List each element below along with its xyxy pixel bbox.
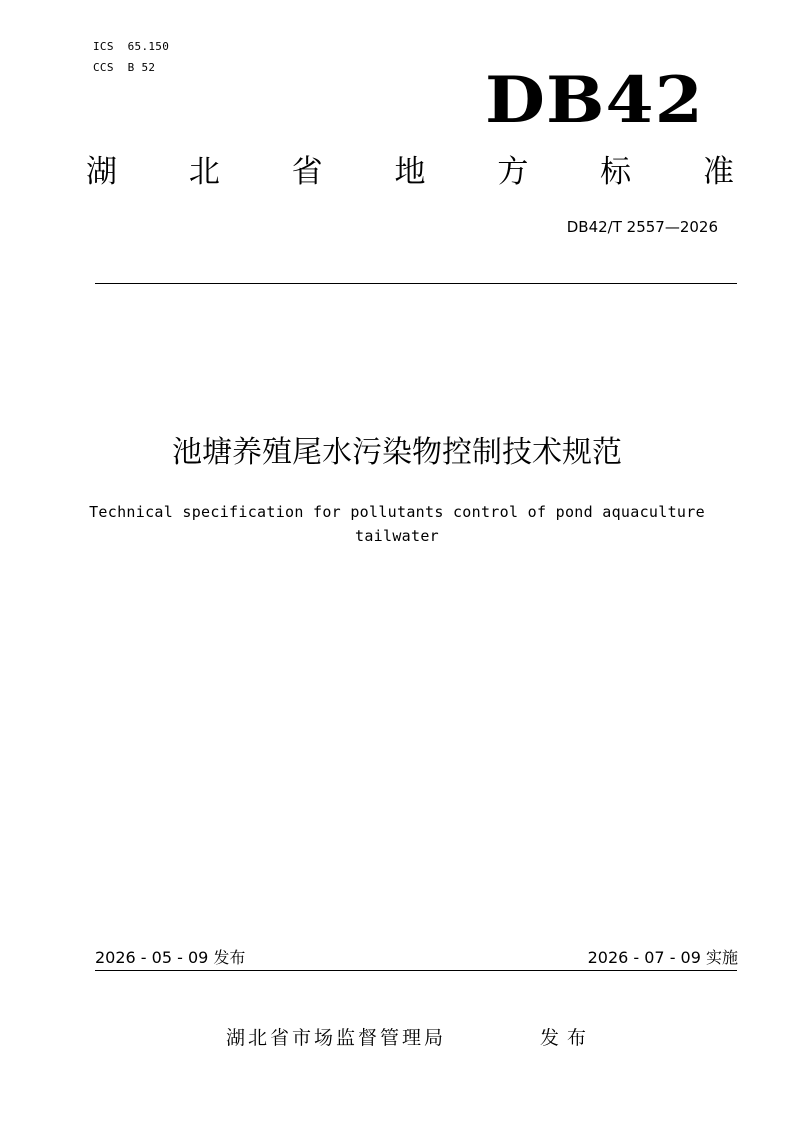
standard-authority-heading xyxy=(86,150,734,194)
issue-date: 2026 - 05 - 09 发布 xyxy=(95,948,246,967)
ccs-code: CCS B 52 xyxy=(93,61,156,74)
authority-char: 方 xyxy=(497,154,529,190)
db42-logo: DB42 xyxy=(485,63,704,138)
standard-number: DB42/T 2557—2026 xyxy=(566,218,718,236)
bottom-divider xyxy=(95,970,737,971)
implementation-date: 2026 - 07 - 09 实施 xyxy=(587,948,738,967)
authority-char: 省 xyxy=(291,154,323,190)
authority-char: 地 xyxy=(394,154,426,190)
document-title-english: Technical specification for pollutants control of pond aquaculture tailwater xyxy=(89,503,705,545)
top-divider xyxy=(95,283,737,284)
authority-char: 湖 xyxy=(86,154,117,190)
issue-label: 发布 xyxy=(540,1027,595,1049)
authority-char: 准 xyxy=(702,154,734,190)
document-title-chinese: 池塘养殖尾水污染物控制技术规范 xyxy=(172,435,622,470)
ics-code: ICS 65.150 xyxy=(93,40,170,53)
authority-char: 北 xyxy=(188,154,220,190)
authority-char: 标 xyxy=(600,154,632,190)
issuing-authority: 湖北省市场监督管理局 xyxy=(226,1027,447,1049)
